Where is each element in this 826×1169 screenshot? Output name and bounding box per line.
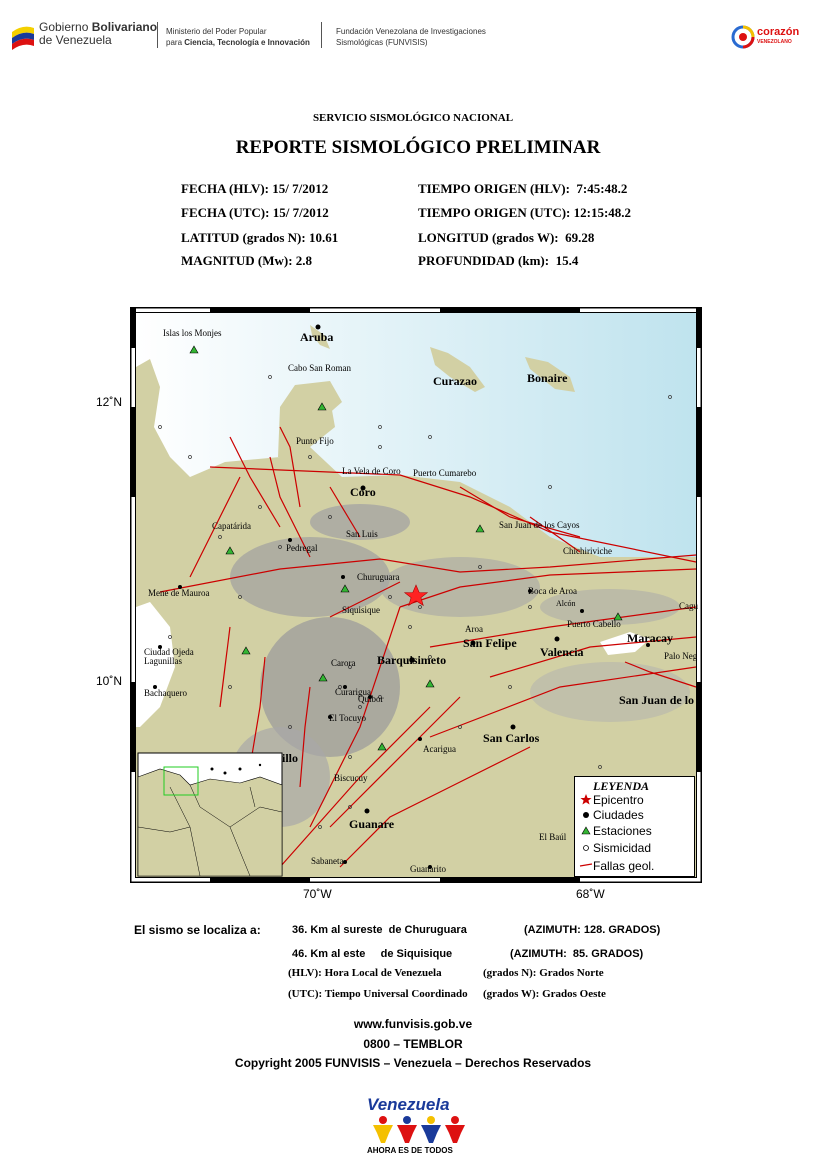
label-boca-aroa: Boca de Aroa <box>528 586 577 596</box>
label-siquisique: Siquisique <box>342 605 381 615</box>
foundation-name <box>336 26 486 48</box>
legend-ciudades: Ciudades <box>593 808 644 822</box>
venezuela-logo <box>365 1095 469 1157</box>
corazon-logo <box>730 24 822 50</box>
label-biscucuy: Biscucuy <box>334 773 368 783</box>
param-latitude: LATITUD (grados N): 10.61 <box>181 230 339 245</box>
legend-epicentro: Epicentro <box>593 793 644 807</box>
param-date-utc: FECHA (UTC): 15/ 7/2012 <box>181 205 329 220</box>
param-longitude: LONGITUD (grados W): 69.28 <box>418 230 595 245</box>
label-guanare: Guanare <box>349 817 395 831</box>
label-mene: Mene de Mauroa <box>148 588 210 598</box>
ministry-line2-bold: Ciencia, Tecnología e Innovación <box>184 38 310 47</box>
label-barquisimeto: Barquisimeto <box>377 653 447 667</box>
label-baul: El Baúl <box>539 832 567 842</box>
label-chichiriviche: Chichiriviche <box>563 546 612 556</box>
legend-fault-icon <box>580 864 592 866</box>
label-maracay: Maracay <box>627 631 673 645</box>
param-time-hlv: TIEMPO ORIGEN (HLV): 7:45:48.2 <box>418 181 628 196</box>
label-san-juan-morros: San Juan de lo <box>619 693 695 707</box>
service-title: SERVICIO SISMOLÓGICO NACIONAL <box>312 112 514 124</box>
report-title: REPORTE SISMOLÓGICO PRELIMINAR <box>235 137 601 158</box>
gov-line2: de Venezuela <box>39 33 112 47</box>
legend-estaciones: Estaciones <box>593 824 652 838</box>
corazon-text: corazón <box>757 26 800 38</box>
legend-station-icon <box>582 827 590 834</box>
note-grados-w: (grados W): Grados Oeste <box>483 988 606 1000</box>
people-icon <box>371 1115 467 1145</box>
label-carora: Carora <box>331 658 356 668</box>
ministry-line2-pre: para <box>166 38 185 47</box>
footer-phone: 0800 – TEMBLOR <box>363 1037 463 1051</box>
legend-city-icon <box>583 812 589 818</box>
location-line2: 46. Km al este de Siquisique <box>292 948 453 960</box>
label-pedregal: Pedregal <box>286 543 318 553</box>
location-intro: El sismo se localiza a: <box>134 923 261 937</box>
ministry-line1: Ministerio del Poder Popular <box>166 27 267 36</box>
lat-label-12n: 12˚N <box>96 395 123 409</box>
note-hlv: (HLV): Hora Local de Venezuela <box>288 967 442 979</box>
label-san-juan-cayos: San Juan de los Cayos <box>499 520 580 530</box>
logo-title: Venezuela <box>367 1095 450 1114</box>
label-trujillo: illo <box>282 751 299 765</box>
label-curarigua: Curarigua <box>335 687 371 697</box>
param-time-utc: TIEMPO ORIGEN (UTC): 12:15:48.2 <box>418 205 632 220</box>
label-puerto-cabello: Puerto Cabello <box>567 619 621 629</box>
label-vela: La Vela de Coro <box>342 466 401 476</box>
legend-title: LEYENDA <box>593 779 650 793</box>
label-coro: Coro <box>350 485 376 499</box>
label-quibor: Quibor <box>358 694 384 704</box>
label-bachaquero: Bachaquero <box>144 688 187 698</box>
legend-sismicidad: Sismicidad <box>593 841 652 855</box>
footer-website[interactable]: www.funvisis.gob.ve <box>353 1017 473 1031</box>
note-utc: (UTC): Tiempo Universal Coordinado <box>288 988 468 1000</box>
lat-label-10n: 10˚N <box>96 674 123 688</box>
param-magnitude: MAGNITUD (Mw): 2.8 <box>181 253 313 268</box>
label-alcon: Alcón <box>556 599 576 608</box>
location-azimuth1: (AZIMUTH: 128. GRADOS) <box>524 924 661 936</box>
label-san-carlos: San Carlos <box>483 731 540 745</box>
ministry-name <box>166 26 310 48</box>
label-capatarida: Capatárida <box>212 521 251 531</box>
lon-label-68w: 68˚W <box>576 887 605 901</box>
label-palo: Palo Neg <box>664 651 698 661</box>
label-cabo: Cabo San Roman <box>288 363 351 373</box>
legend-symbols <box>579 793 593 873</box>
inset-map <box>138 753 282 876</box>
lon-label-70w: 70˚W <box>303 887 332 901</box>
label-aruba: Aruba <box>300 330 334 344</box>
label-ojeda: Ciudad Ojeda <box>144 647 194 657</box>
gov-line1-bold: Bolivariano <box>91 20 158 34</box>
label-guanarito: Guanarito <box>410 864 446 874</box>
note-grados-n: (grados N): Grados Norte <box>483 967 604 979</box>
label-aroa: Aroa <box>465 624 483 634</box>
legend-star-icon <box>580 794 591 805</box>
label-lagunillas: Lagunillas <box>144 656 182 666</box>
gov-line1: Gobierno <box>39 20 89 34</box>
government-name <box>39 21 157 47</box>
label-acarigua: Acarigua <box>423 744 456 754</box>
label-san-luis: San Luis <box>346 529 378 539</box>
legend-fallas: Fallas geol. <box>593 859 655 873</box>
legend-seismicity-icon <box>584 846 589 851</box>
flag-icon <box>10 22 36 52</box>
logo-sub: AHORA ES DE TODOS <box>367 1146 453 1155</box>
location-azimuth2: (AZIMUTH: 85. GRADOS) <box>510 948 644 960</box>
foundation-line1: Fundación Venezolana de Investigaciones <box>336 27 486 36</box>
label-cagua: Cagu <box>679 601 698 611</box>
label-punto-fijo: Punto Fijo <box>296 436 334 446</box>
corazon-sub: VENEZOLANO <box>757 39 792 45</box>
foundation-line2: Sismológicas (FUNVISIS) <box>336 38 428 47</box>
label-cumarebo: Puerto Cumarebo <box>413 468 477 478</box>
location-line1: 36. Km al sureste de Churuguara <box>292 924 467 936</box>
param-depth: PROFUNDIDAD (km): 15.4 <box>418 253 579 268</box>
heart-icon <box>730 24 756 50</box>
map-legend <box>574 776 695 877</box>
label-valencia: Valencia <box>540 645 584 659</box>
label-san-felipe: San Felipe <box>463 636 517 650</box>
label-churuguara: Churuguara <box>357 572 400 582</box>
label-bonaire: Bonaire <box>527 371 568 385</box>
label-curazao: Curazao <box>433 374 477 388</box>
footer-copyright: Copyright 2005 FUNVISIS – Venezuela – Derechos Reservados <box>234 1056 592 1070</box>
param-date-hlv: FECHA (HLV): 15/ 7/2012 <box>181 181 329 196</box>
label-sabaneta: Sabaneta <box>311 856 344 866</box>
label-monjes: Islas los Monjes <box>163 328 222 338</box>
label-tocuyo: El Tocuyo <box>329 713 366 723</box>
